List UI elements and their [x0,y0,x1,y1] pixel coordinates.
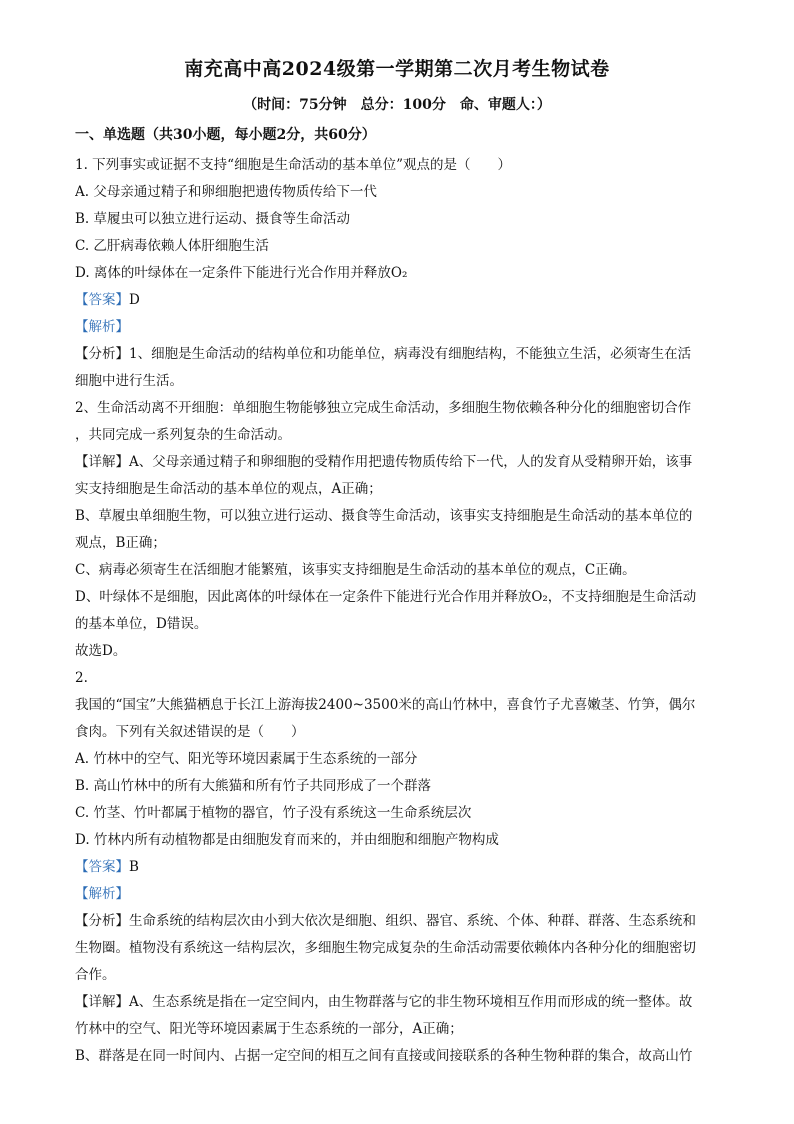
line-text: A. 竹林中的空气、阳光等环境因素属于生态系统的一部分 [75,751,418,767]
line-text: 【详解】A、父母亲通过精子和卵细胞的受精作用把遗传物质传给下一代，人的发育从受精卵开始，该事 [75,454,693,470]
page-title: 南充高中高2024级第一学期第二次月考生物试卷 [184,58,610,80]
line-text: 【详解】A、生态系统是指在一定空间内，由生物群落与它的非生物环境相互作用而形成的统一整体。故 [75,994,693,1010]
line-text: D、叶绿体不是细胞，因此离体的叶绿体在一定条件下能进行光合作用并释放O₂，不支持细胞是生命活动 [75,589,697,605]
text-line [75,611,723,638]
text-line [75,935,723,962]
answer-tag: 【解析】 [75,319,129,335]
line-text: 实支持细胞是生命活动的基本单位的观点，A正确； [75,481,382,497]
text-line [75,557,723,584]
line-text: 合作。 [75,967,116,983]
text-line [75,719,723,746]
text-line [75,503,723,530]
text-line [75,449,723,476]
text-line [75,773,723,800]
line-text: D. 离体的叶绿体在一定条件下能进行光合作用并释放O₂ [75,265,408,281]
text-line [75,989,723,1016]
line-text: 故选D。 [75,643,127,659]
text-line [75,314,723,341]
line-text: B、草履虫单细胞生物，可以独立进行运动、摄食等生命活动，该事实支持细胞是生命活动的基本单位的 [75,508,693,524]
text-line [75,530,723,557]
line-text: 1. 下列事实或证据不支持“细胞是生命活动的基本单位”观点的是（ ） [75,157,511,173]
text-line [75,692,723,719]
text-line [75,152,723,179]
text-line [75,260,723,287]
text-line [75,746,723,773]
text-line [75,368,723,395]
text-line [75,476,723,503]
line-text: 我国的“国宝”大熊猫栖息于长江上游海拔2400~3500米的高山竹林中，喜食竹子尤喜嫩茎、竹笋，偶尔 [75,697,696,713]
line-text: 【分析】1、细胞是生命活动的结构单位和功能单位，病毒没有细胞结构，不能独立生活，必须寄生在活 [75,346,692,362]
line-text: 2. [75,670,88,686]
text-line [75,422,723,449]
text-line [75,233,723,260]
line-text: A. 父母亲通过精子和卵细胞把遗传物质传给下一代 [75,184,377,200]
line-text: C. 竹茎、竹叶都属于植物的器官，竹子没有系统这一生命系统层次 [75,805,472,821]
text-line [75,908,723,935]
text-line [75,287,723,314]
section-heading: 一、单选题（共30小题，每小题2分，共60分） [75,127,376,143]
answer-tag: 【答案】 [75,859,129,875]
question-content [75,152,723,1070]
text-line [75,395,723,422]
line-text: B、群落是在同一时间内、占据一定空间的相互之间有直接或间接联系的各种生物种群的集合，故高山竹 [75,1048,693,1064]
text-line [75,962,723,989]
text-line [75,638,723,665]
line-text: 食肉。下列有关叙述错误的是（ ） [75,724,305,740]
line-text: 的基本单位，D错误。 [75,616,208,632]
line-text: B. 高山竹林中的所有大熊猫和所有竹子共同形成了一个群落 [75,778,432,794]
line-text: C、病毒必须寄生在活细胞才能繁殖，该事实支持细胞是生命活动的基本单位的观点，C正确。 [75,562,636,578]
line-text: ，共同完成一系列复杂的生命活动。 [75,427,291,443]
line-text: D [129,292,140,308]
line-text: 竹林中的空气、阳光等环境因素属于生态系统的一部分，A正确； [75,1021,463,1037]
text-line [75,827,723,854]
answer-tag: 【解析】 [75,886,129,902]
line-text: 细胞中进行生活。 [75,373,183,389]
text-line [75,341,723,368]
line-text: 观点，B正确； [75,535,166,551]
text-line [75,665,723,692]
line-text: 生物圈。植物没有系统这一结构层次，多细胞生物完成复杂的生命活动需要依赖体内各种分化的细胞密切 [75,940,696,956]
text-line [75,1043,723,1070]
answer-tag: 【答案】 [75,292,129,308]
line-text: C. 乙肝病毒依赖人体肝细胞生活 [75,238,269,254]
line-text: 【分析】生命系统的结构层次由小到大依次是细胞、组织、器官、系统、个体、种群、群落、生态系统和 [75,913,696,929]
line-text: B. 草履虫可以独立进行运动、摄食等生命活动 [75,211,351,227]
text-line [75,800,723,827]
text-line [75,206,723,233]
exam-info: （时间：75分钟 总分：100分 命、审题人：） [243,97,551,113]
text-line [75,881,723,908]
text-line [75,179,723,206]
text-line [75,854,723,881]
line-text: B [129,859,139,875]
text-line [75,1016,723,1043]
text-line [75,584,723,611]
line-text: D. 竹林内所有动植物都是由细胞发育而来的，并由细胞和细胞产物构成 [75,832,499,848]
line-text: 2、生命活动离不开细胞：单细胞生物能够独立完成生命活动，多细胞生物依赖各种分化的细胞密切合作 [75,400,692,416]
